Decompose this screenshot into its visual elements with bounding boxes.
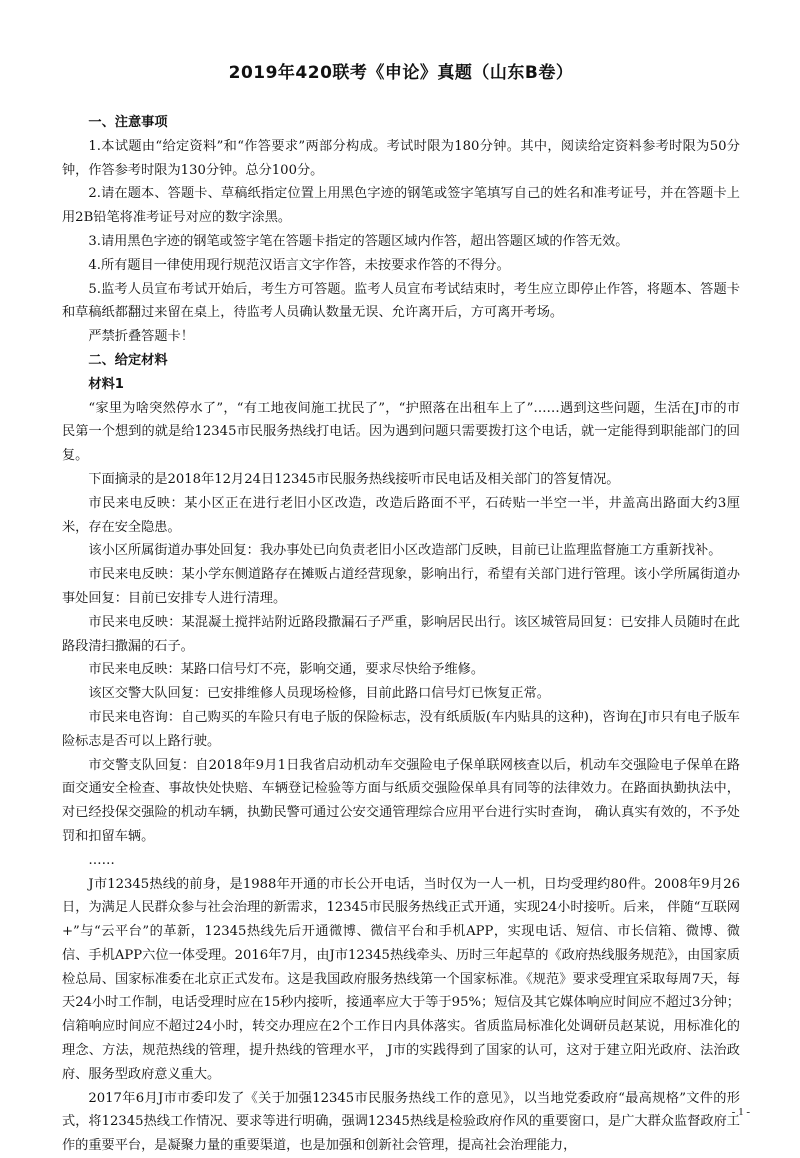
document-title: 2019年420联考《申论》真题（山东B卷） [228,63,574,83]
body-paragraph: 3.请用黑色字迹的钢笔或签字笔在答题卡指定的答题区域内作答，超出答题区域的作答无效。 [88,233,629,249]
body-paragraph: 市交警支队回复：自2018年9月1日我省启动机动车交强险电子保单联网核查以后，机动车交强险电子保单在路面交通安全检查、事故快处快赔、车辆登记检验等方面与纸质交强险保单具有同等的法律效力。在路面执勤执法中，对已经投保交强险的机动车辆，执勤民警可通过公安交通管理综合应用平台进行实时查询， 确认真实有效的，不予处罚和扣留车辆。 [62,757,740,844]
body-paragraph: …… [88,852,115,868]
body-paragraph: 严禁折叠答题卡！ [88,329,194,345]
body-paragraph: 2.请在题本、答题卡、草稿纸指定位置上用黑色字迹的钢笔或签字笔填写自己的姓名和准考证号，并在答题卡上用2B铅笔将准考证号对应的数字涂黑。 [62,186,740,226]
body-paragraph: 市民来电反映：某小区正在进行老旧小区改造，改造后路面不平，石砖贴一半空一半，井盖高出路面大约3厘米，存在安全隐患。 [62,495,740,535]
body-paragraph: 5.监考人员宣布考试开始后，考生方可答题。监考人员宣布考试结束时，考生应立即停止作答，将题本、答题卡和草稿纸都翻过来留在桌上，待监考人员确认数量无误、允许离开后，方可离开考场。 [62,281,740,321]
body-paragraph: “家里为啥突然停水了”，“有工地夜间施工扰民了”，“护照落在出租车上了”……遇到这些问题，生活在J市的市民第一个想到的就是给12345市民服务热线打电话。因为遇到问题只需要拨打这个电话，就一定能得到职能部门的回复。 [62,400,740,464]
body-paragraph: 市民来电反映：某小学东侧道路存在摊贩占道经营现象，影响出行，希望有关部门进行管理。该小学所属街道办事处回复：目前已安排专人进行清理。 [62,567,740,606]
section-heading: 材料1 [88,376,124,392]
body-paragraph: 市民来电咨询：自己购买的车险只有电子版的保险标志，没有纸质版(车内贴具的这种)，咨询在J市只有电子版车险标志是否可以上路行驶。 [62,709,740,749]
body-paragraph: 4.所有题目一律使用现行规范汉语言文字作答，未按要求作答的不得分。 [88,257,510,273]
body-paragraph: 1.本试题由“给定资料”和“作答要求”两部分构成。考试时限为180分钟。其中，阅读给定资料参考时限为50分钟，作答参考时限为130分钟。总分100分。 [62,138,740,178]
body-paragraph: 2017年6月J市市委印发了《关于加强12345市民服务热线工作的意见》，以当地党委政府“最高规格”文件的形式，将12345热线工作情况、要求等进行明确，强调12345热线是检验政府作风的重要窗口，是广大群众监督政府工作的重要平台，是凝聚力量的重要渠道，也是加强和创新社会管理，提高社会治理能力， [62,1090,740,1154]
section-heading: 二、给定材料 [88,352,168,368]
body-paragraph: 该小区所属街道办事处回复：我办事处已向负责老旧小区改造部门反映，目前已让监理监督施工方重新找补。 [88,543,722,559]
body-paragraph: 下面摘录的是2018年12月24日12345市民服务热线接听市民电话及相关部门的答复情况。 [88,471,620,487]
body-paragraph: 市民来电反映：某路口信号灯不亮，影响交通，要求尽快给予维修。 [88,662,485,678]
document-page [62,58,740,1158]
body-paragraph: 该区交警大队回复：已安排维修人员现场检修，目前此路口信号灯已恢复正常。 [88,686,550,702]
page-number: - 1 - [731,1106,750,1118]
section-heading: 一、注意事项 [88,115,168,130]
body-paragraph: J市12345热线的前身，是1988年开通的市长公开电话，当时仅为一人一机，日均受理约80件。2008年9月26日，为满足人民群众参与社会治理的新需求，12345市民服务热线正式开通，实现24小时接听。后来， 伴随“互联网+”与“云平台”的革新，12345热线先后开通微博、微信平台和手机APP，实现电话、短信、市长信箱、微博、微信、手机APP六位一体受理。2016年7月，由J市12345热线牵头、历时三年起草的《政府热线服务规范》，由国家质检总局、国家标准委在北京正式发布。这是我国政府服务热线第一个国家标准。《规范》要求受理宜采取每周7天，每天24小时工作制，电话受理时应在15秒内接听，接通率应大于等于95%；短信及其它媒体响应时间应不超过3分钟；信箱响应时间应不超过24小时，转交办理应在2个工作日内具体落实。省质监局标准化处调研员赵某说，用标准化的理念、方法，规范热线的管理，提升热线的管理水平， J市的实践得到了国家的认可，这对于建立阳光政府、法治政府、服务型政府意义重大。 [62,876,740,1082]
document-body [62,111,740,1158]
body-paragraph: 市民来电反映：某混凝土搅拌站附近路段撒漏石子严重，影响居民出行。该区城管局回复：已安排人员随时在此路段清扫撒漏的石子。 [62,614,740,654]
